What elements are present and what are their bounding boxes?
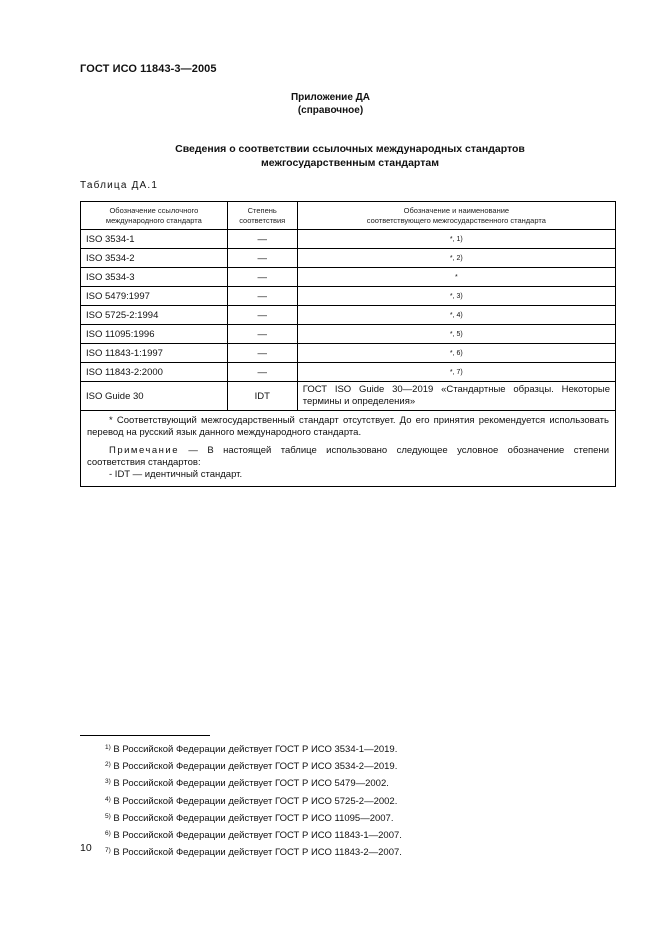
table-row xyxy=(81,363,616,382)
table-label: Таблица ДА.1 xyxy=(80,180,159,191)
table-row xyxy=(81,230,616,249)
cell-ref: ISO 3534-3 xyxy=(81,268,228,287)
footnote: $^{2)}$ В Российской Федерации действует ГОСТ Р ИСО 3534-2—2019. xyxy=(105,761,398,773)
table-row xyxy=(81,306,616,325)
footnote: $^{7)}$ В Российской Федерации действует ГОСТ Р ИСО 11843-2—2007. xyxy=(105,847,402,859)
cell-gost: * xyxy=(297,268,615,287)
cell-degree: — xyxy=(227,325,297,344)
table-row xyxy=(81,382,616,411)
table-row xyxy=(81,287,616,306)
cell-ref: ISO 3534-2 xyxy=(81,249,228,268)
footnote: $^{6)}$ В Российской Федерации действует ГОСТ Р ИСО 11843-1—2007. xyxy=(105,830,402,842)
note-item: - IDT — идентичный стандарт. xyxy=(109,469,243,480)
section-title-line1: Сведения о соответствии ссылочных международных стандартов xyxy=(175,143,525,155)
cell-gost: *, 3) xyxy=(297,287,615,306)
cell-degree: — xyxy=(227,363,297,382)
cell-gost: *, 2) xyxy=(297,249,615,268)
cell-degree: — xyxy=(227,230,297,249)
footnote: $^{4)}$ В Российской Федерации действует ГОСТ Р ИСО 5725-2—2002. xyxy=(105,795,398,807)
annex-name: Приложение ДА xyxy=(290,92,371,103)
note-text: — В настоящей таблице использовано следующее условное обозначение степени соответствия стандартов: xyxy=(87,445,609,468)
asterisk-note: * Соответствующий межгосударственный стандарт отсутствует. До его принятия рекомендуется использовать перевод на русский язык данного международного стандарта. xyxy=(87,415,609,438)
document-header: ГОСТ ИСО 11843-3—2005 xyxy=(80,63,217,75)
cell-degree: IDT xyxy=(227,382,297,411)
cell-gost: *, 1) xyxy=(297,230,615,249)
cell-ref: ISO 3534-1 xyxy=(81,230,228,249)
cell-ref: ISO 11843-1:1997 xyxy=(81,344,228,363)
cell-degree: — xyxy=(227,344,297,363)
footnote: $^{1)}$ В Российской Федерации действует ГОСТ Р ИСО 3534-1—2019. xyxy=(105,744,398,755)
note-label: Примечание xyxy=(109,445,179,456)
table-row xyxy=(81,344,616,363)
footnote: $^{3)}$ В Российской Федерации действует ГОСТ Р ИСО 5479—2002. xyxy=(105,778,389,790)
header-gost-standard: Обозначение и наименование соответствующего межгосударственного стандарта xyxy=(297,202,615,230)
header-ref-standard: Обозначение ссылочного международного стандарта xyxy=(81,202,228,230)
cell-degree: — xyxy=(227,249,297,268)
annex-type: (справочное) xyxy=(297,105,364,116)
cell-degree: — xyxy=(227,287,297,306)
cell-gost: *, 4) xyxy=(297,306,615,325)
footnotes xyxy=(105,740,402,860)
annex-title xyxy=(0,91,661,117)
page-number: 10 xyxy=(80,842,92,854)
cell-degree: — xyxy=(227,306,297,325)
section-title xyxy=(0,142,661,170)
cell-gost: ГОСТ ISO Guide 30—2019 «Стандартные образцы. Некоторые термины и определения» xyxy=(297,382,615,411)
cell-degree: — xyxy=(227,268,297,287)
correspondence-table xyxy=(80,201,616,487)
section-title-line2: межгосударственным стандартам xyxy=(261,157,439,169)
cell-ref: ISO 5479:1997 xyxy=(81,287,228,306)
table-row xyxy=(81,249,616,268)
footnote: $^{5)}$ В Российской Федерации действует ГОСТ Р ИСО 11095—2007. xyxy=(105,812,394,824)
table-note xyxy=(87,445,609,469)
header-degree: Степень соответствия xyxy=(227,202,297,230)
cell-ref: ISO 11843-2:2000 xyxy=(81,363,228,382)
cell-gost: *, 5) xyxy=(297,325,615,344)
cell-gost: *, 7) xyxy=(297,363,615,382)
cell-gost: *, 6) xyxy=(297,344,615,363)
table-footer xyxy=(81,411,616,487)
table-footer-row xyxy=(81,411,616,487)
cell-ref: ISO Guide 30 xyxy=(81,382,228,411)
cell-ref: ISO 5725-2:1994 xyxy=(81,306,228,325)
footnote-separator xyxy=(80,735,210,736)
table-row xyxy=(81,325,616,344)
table-header-row xyxy=(81,202,616,230)
table-row xyxy=(81,268,616,287)
cell-ref: ISO 11095:1996 xyxy=(81,325,228,344)
